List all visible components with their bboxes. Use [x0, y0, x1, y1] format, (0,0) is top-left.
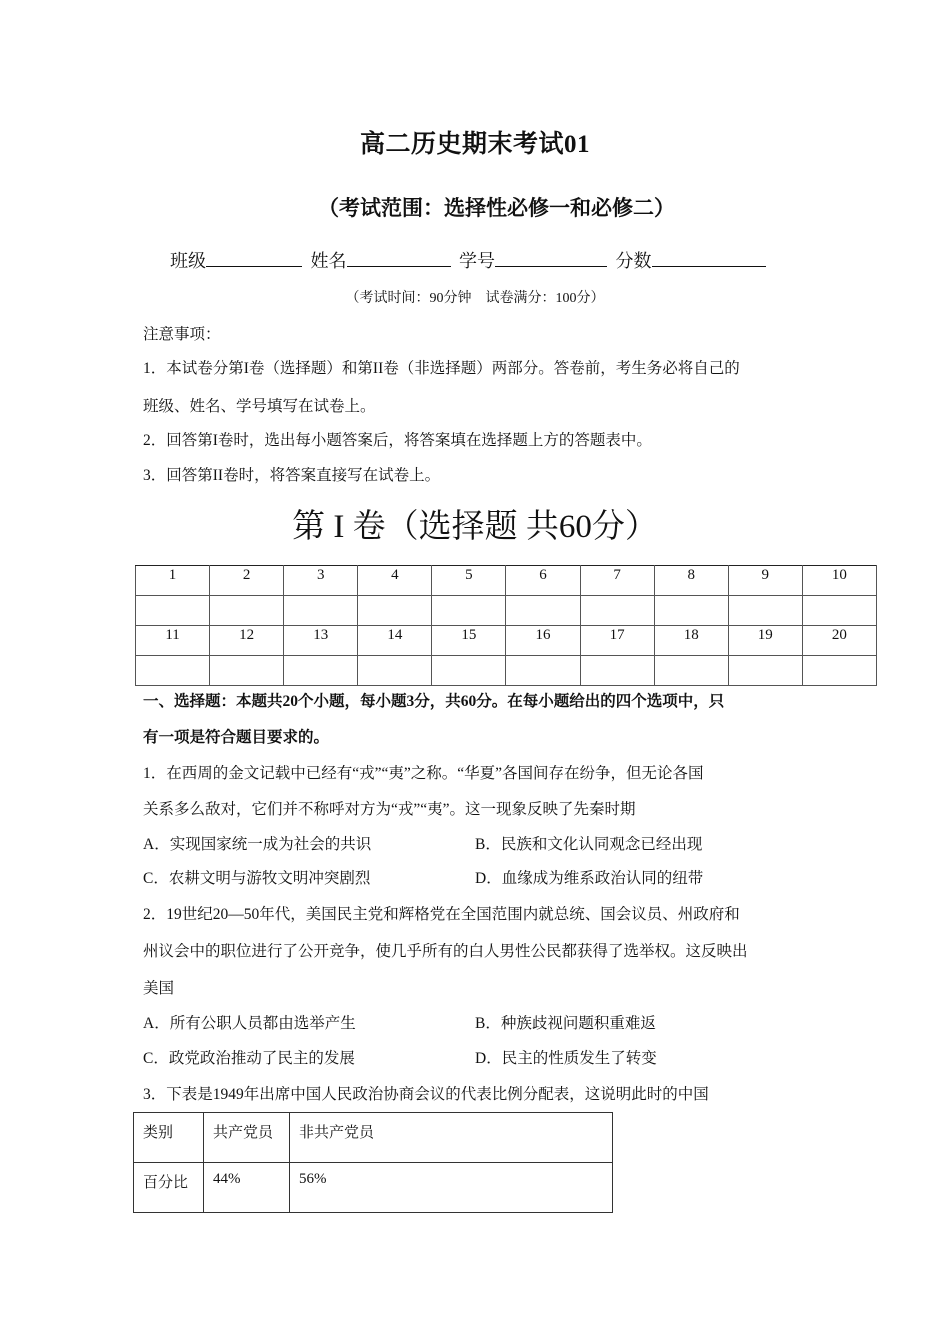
question-number: 7 [580, 566, 654, 596]
answer-grid [135, 565, 877, 686]
class-blank[interactable] [206, 248, 302, 267]
answer-grid-number-row [136, 566, 877, 596]
question-number: 14 [358, 626, 432, 656]
answer-cell[interactable] [580, 656, 654, 686]
notes-heading: 注意事项： [143, 326, 221, 343]
question-number: 10 [802, 566, 876, 596]
question-1-option-b[interactable]: B．民族和文化认同观念已经出现 [475, 836, 703, 853]
answer-cell[interactable] [136, 656, 210, 686]
name-label: 姓名 [310, 251, 347, 271]
name-blank[interactable] [347, 248, 451, 267]
table-header-row [134, 1113, 613, 1163]
table-cell: 百分比 [134, 1163, 204, 1213]
section-title: 第 I 卷（选择题 共60分） [292, 509, 658, 545]
answer-cell[interactable] [210, 596, 284, 626]
question-1-option-a[interactable]: A．实现国家统一成为社会的共识 [143, 836, 372, 853]
answer-cell[interactable] [284, 596, 358, 626]
table-cell: 44% [204, 1163, 290, 1213]
answer-cell[interactable] [432, 596, 506, 626]
question-2-stem: 美国 [143, 980, 175, 997]
question-number: 15 [432, 626, 506, 656]
question-number: 6 [506, 566, 580, 596]
delegate-ratio-table [133, 1112, 613, 1213]
student-id-blank[interactable] [495, 248, 607, 267]
question-2-option-b[interactable]: B．种族歧视问题积重难返 [475, 1015, 656, 1032]
answer-grid-answer-row [136, 656, 877, 686]
instructions-line: 一、选择题：本题共20个小题，每小题3分，共60分。在每小题给出的四个选项中，只 [143, 693, 725, 710]
question-number: 5 [432, 566, 506, 596]
answer-cell[interactable] [802, 656, 876, 686]
question-1-option-d[interactable]: D．血缘成为维系政治认同的纽带 [475, 870, 704, 887]
exam-title: 高二历史期末考试01 [359, 131, 590, 158]
question-number: 1 [136, 566, 210, 596]
table-cell: 56% [290, 1163, 613, 1213]
question-number: 12 [210, 626, 284, 656]
question-number: 13 [284, 626, 358, 656]
table-header-cell: 共产党员 [204, 1113, 290, 1163]
table-row [134, 1163, 613, 1213]
answer-cell[interactable] [728, 656, 802, 686]
question-number: 20 [802, 626, 876, 656]
question-number: 19 [728, 626, 802, 656]
answer-cell[interactable] [506, 596, 580, 626]
question-number: 3 [284, 566, 358, 596]
question-2-option-a[interactable]: A．所有公职人员都由选举产生 [143, 1015, 356, 1032]
answer-cell[interactable] [654, 596, 728, 626]
note-item: 班级、姓名、学号填写在试卷上。 [143, 398, 376, 415]
question-number: 18 [654, 626, 728, 656]
answer-cell[interactable] [654, 656, 728, 686]
score-blank[interactable] [652, 248, 766, 267]
answer-cell[interactable] [284, 656, 358, 686]
answer-cell[interactable] [432, 656, 506, 686]
question-1-option-c[interactable]: C．农耕文明与游牧文明冲突剧烈 [143, 870, 371, 887]
question-2-option-d[interactable]: D．民主的性质发生了转变 [475, 1050, 657, 1067]
question-2-stem: 州议会中的职位进行了公开竞争，使几乎所有的白人男性公民都获得了选举权。这反映出 [143, 943, 748, 960]
answer-cell[interactable] [802, 596, 876, 626]
question-number: 4 [358, 566, 432, 596]
question-number: 8 [654, 566, 728, 596]
question-number: 11 [136, 626, 210, 656]
note-item: 1．本试卷分第I卷（选择题）和第II卷（非选择题）两部分。答卷前，考生务必将自己的 [143, 360, 740, 377]
score-label: 分数 [615, 251, 652, 271]
class-label: 班级 [170, 251, 206, 271]
answer-cell[interactable] [580, 596, 654, 626]
answer-grid-answer-row [136, 596, 877, 626]
instructions-line: 有一项是符合题目要求的。 [143, 729, 330, 746]
note-item: 3．回答第II卷时，将答案直接写在试卷上。 [143, 467, 441, 484]
question-number: 9 [728, 566, 802, 596]
exam-time-info: （考试时间：90分钟 试卷满分：100分） [345, 291, 605, 306]
question-3-stem: 3．下表是1949年出席中国人民政治协商会议的代表比例分配表，这说明此时的中国 [143, 1086, 709, 1103]
answer-cell[interactable] [210, 656, 284, 686]
answer-cell[interactable] [358, 596, 432, 626]
answer-cell[interactable] [728, 596, 802, 626]
note-item: 2．回答第I卷时，选出每小题答案后，将答案填在选择题上方的答题表中。 [143, 432, 652, 449]
question-1-stem: 1．在西周的金文记载中已经有“戎”“夷”之称。“华夏”各国间存在纷争，但无论各国 [143, 765, 704, 782]
answer-cell[interactable] [506, 656, 580, 686]
exam-scope: （考试范围：选择性必修一和必修二） [318, 196, 675, 220]
question-2-stem: 2．19世纪20—50年代，美国民主党和辉格党在全国范围内就总统、国会议员、州政府和 [143, 906, 740, 923]
table-header-cell: 类别 [134, 1113, 204, 1163]
question-number: 2 [210, 566, 284, 596]
answer-grid-number-row [136, 626, 877, 656]
question-2-option-c[interactable]: C．政党政治推动了民主的发展 [143, 1050, 355, 1067]
answer-cell[interactable] [358, 656, 432, 686]
answer-cell[interactable] [136, 596, 210, 626]
question-number: 16 [506, 626, 580, 656]
question-1-stem: 关系多么敌对，它们并不称呼对方为“戎”“夷”。这一现象反映了先秦时期 [143, 801, 636, 818]
student-info-line [170, 247, 770, 273]
question-number: 17 [580, 626, 654, 656]
table-header-cell: 非共产党员 [290, 1113, 613, 1163]
student-id-label: 学号 [459, 251, 495, 271]
